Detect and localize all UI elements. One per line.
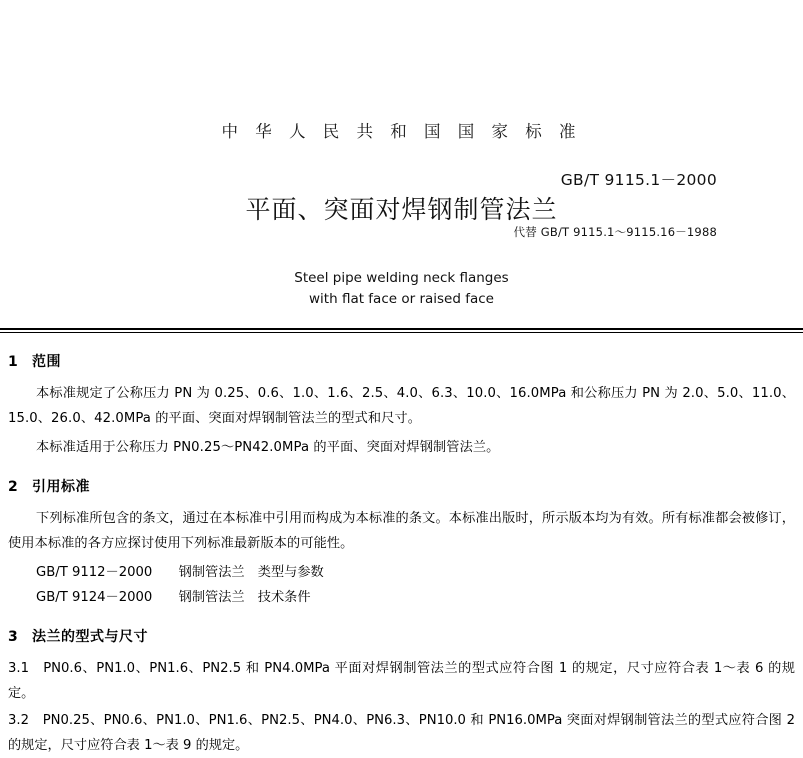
standard-number: GB/T 9115.1－2000 [560, 171, 717, 189]
page-title: 平面、突面对焊钢制管法兰 [245, 195, 558, 224]
document-content [0, 351, 803, 758]
national-standard-heading: 中 华 人 民 共 和 国 国 家 标 准 [221, 122, 582, 141]
english-title-line-2: with flat face or raised face [309, 291, 494, 307]
section-3-title: 法兰的型式与尺寸 [32, 629, 148, 645]
reference-standard-2: GB/T 9124－2000 钢制管法兰 技术条件 [36, 590, 311, 605]
section-1-paragraph-2: 本标准适用于公称压力 PN0.25～PN42.0MPa 的平面、突面对焊钢制管法兰。 [36, 440, 500, 455]
title-row [0, 168, 803, 254]
clause-3-2: 3.2 PN0.25、PN0.6、PN1.0、PN1.6、PN2.5、PN4.0、PN6.3、PN10.0 和 PN16.0MPa 突面对焊钢制管法兰的型式应符合图 2 的规定，尺寸应符合表 1～表 9 的规定。 [8, 713, 795, 753]
section-2-number: 2 [8, 479, 19, 495]
section-1-number: 1 [8, 354, 19, 370]
english-title [0, 268, 803, 310]
section-1-title: 范围 [32, 354, 61, 370]
document-header [0, 0, 803, 310]
section-2-title: 引用标准 [32, 479, 90, 495]
section-3-heading [8, 626, 795, 646]
section-3-number: 3 [8, 629, 19, 645]
english-title-line-1: Steel pipe welding neck flanges [294, 270, 509, 286]
section-2-paragraph-1: 下列标准所包含的条文，通过在本标准中引用而构成为本标准的条文。本标准出版时，所示版本均为有效。所有标准都会被修订，使用本标准的各方应探讨使用下列标准最新版本的可能性。 [8, 511, 795, 551]
section-1-paragraph-1: 本标准规定了公称压力 PN 为 0.25、0.6、1.0、1.6、2.5、4.0、6.3、10.0、16.0MPa 和公称压力 PN 为 2.0、5.0、11.0、15.0、26.0、42.0MPa 的平面、突面对焊钢制管法兰的型式和尺寸。 [8, 386, 795, 426]
header-divider-thin [0, 332, 803, 333]
header-divider-thick [0, 328, 803, 330]
section-2-heading [8, 476, 795, 496]
replaces-note: 代替 GB/T 9115.1～9115.16－1988 [513, 225, 717, 239]
reference-standard-1: GB/T 9112－2000 钢制管法兰 类型与参数 [36, 565, 324, 580]
clause-3-1: 3.1 PN0.6、PN1.0、PN1.6、PN2.5 和 PN4.0MPa 平面对焊钢制管法兰的型式应符合图 1 的规定，尺寸应符合表 1～表 6 的规定。 [8, 661, 795, 701]
section-1-heading [8, 351, 795, 371]
